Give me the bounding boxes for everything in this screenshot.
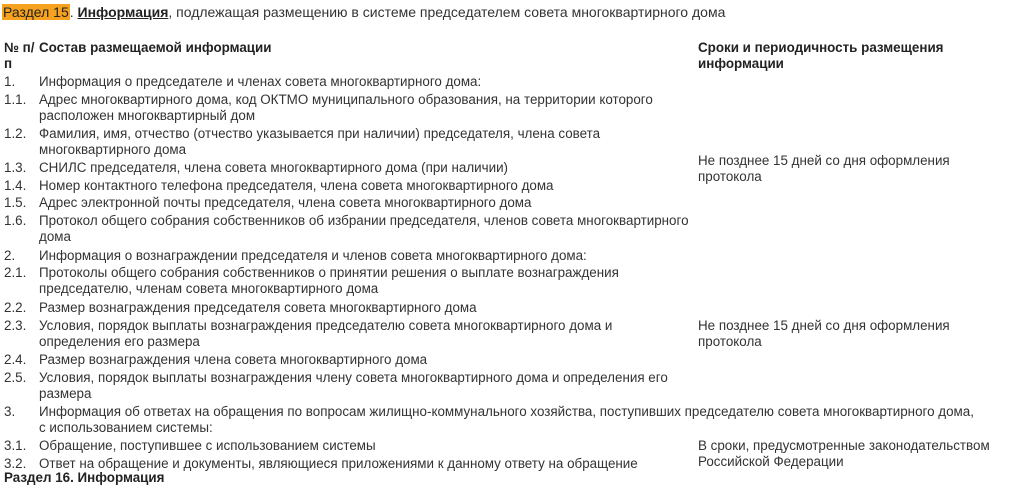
row-num: 1.4.	[4, 178, 27, 193]
header-content: Состав размещаемой информации	[39, 40, 272, 55]
next-section-heading: Раздел 16. Информация	[4, 470, 165, 485]
row-num: 2.	[4, 248, 16, 263]
term-cell: В сроки, предусмотренные законодательством Российской Федерации	[698, 438, 990, 469]
row-num: 1.5.	[4, 195, 27, 210]
section-heading	[2, 4, 725, 21]
row-text: Ответ на обращение и документы, являющиеся приложениями к данному ответу на обращение	[39, 456, 638, 471]
row-text: Условия, порядок выплаты вознаграждения члену совета многоквартирного дома и определения его размера	[39, 370, 668, 401]
row-text: Информация о вознаграждении председателя и членов совета многоквартирного дома:	[39, 248, 587, 263]
row-text: СНИЛС председателя, члена совета многоквартирного дома (при наличии)	[39, 160, 509, 175]
section-rest: , подлежащая размещению в системе председателем совета многоквартирного дома	[168, 4, 726, 20]
row-num: 2.2.	[4, 300, 27, 315]
term-cell: Не позднее 15 дней со дня оформления протокола	[698, 318, 950, 349]
row-text: Размер вознаграждения члена совета многоквартирного дома	[39, 352, 428, 367]
row-text: Протокол общего собрания собственников об избрании председателя, членов совета многоквартирного дома	[39, 213, 689, 244]
row-num: 2.3.	[4, 318, 27, 333]
header-num: № п/ п	[4, 40, 35, 71]
row-num: 3.2.	[4, 456, 27, 471]
section-label: Раздел 15	[3, 4, 69, 20]
row-text: Информация о председателе и членах совета многоквартирного дома:	[39, 74, 482, 89]
section-separator: .	[69, 4, 78, 20]
header-term: Сроки и периодичность размещения информации	[698, 40, 944, 71]
row-num: 2.4.	[4, 352, 27, 367]
row-num: 2.1.	[4, 265, 27, 280]
term-cell: Не позднее 15 дней со дня оформления протокола	[698, 153, 950, 184]
row-text: Фамилия, имя, отчество (отчество указывается при наличии) председателя, члена совета многоквартирного дома	[39, 126, 601, 157]
row-num: 3.1.	[4, 438, 27, 453]
row-num: 1.1.	[4, 92, 27, 107]
row-num: 2.5.	[4, 370, 27, 385]
row-text: Обращение, поступившее с использованием системы	[39, 438, 376, 453]
row-num: 1.2.	[4, 126, 27, 141]
row-num: 3.	[4, 404, 16, 419]
row-num: 1.6.	[4, 213, 27, 228]
row-num: 1.	[4, 74, 16, 89]
section-info-link[interactable]: Информация	[77, 4, 169, 20]
row-text: Информация об ответах на обращения по вопросам жилищно-коммунального хозяйства, поступивших председателю совета многоквартирного дома, с использованием системы:	[39, 404, 974, 435]
row-text: Номер контактного телефона председателя, члена совета многоквартирного дома	[39, 178, 554, 193]
row-text: Адрес многоквартирного дома, код ОКТМО муниципального образования, на территории которого расположен многоквартирный дом	[39, 92, 653, 123]
row-text: Адрес электронной почты председателя, члена совета многоквартирного дома	[39, 195, 532, 210]
row-num: 1.3.	[4, 160, 27, 175]
row-text: Протоколы общего собрания собственников о принятии решения о выплате вознаграждения председателю, членам совета многоквартирного дома	[39, 265, 619, 296]
row-text: Размер вознаграждения председателя совета многоквартирного дома	[39, 300, 477, 315]
row-text: Условия, порядок выплаты вознаграждения председателю совета многоквартирного дома и определения его размера	[39, 318, 613, 349]
